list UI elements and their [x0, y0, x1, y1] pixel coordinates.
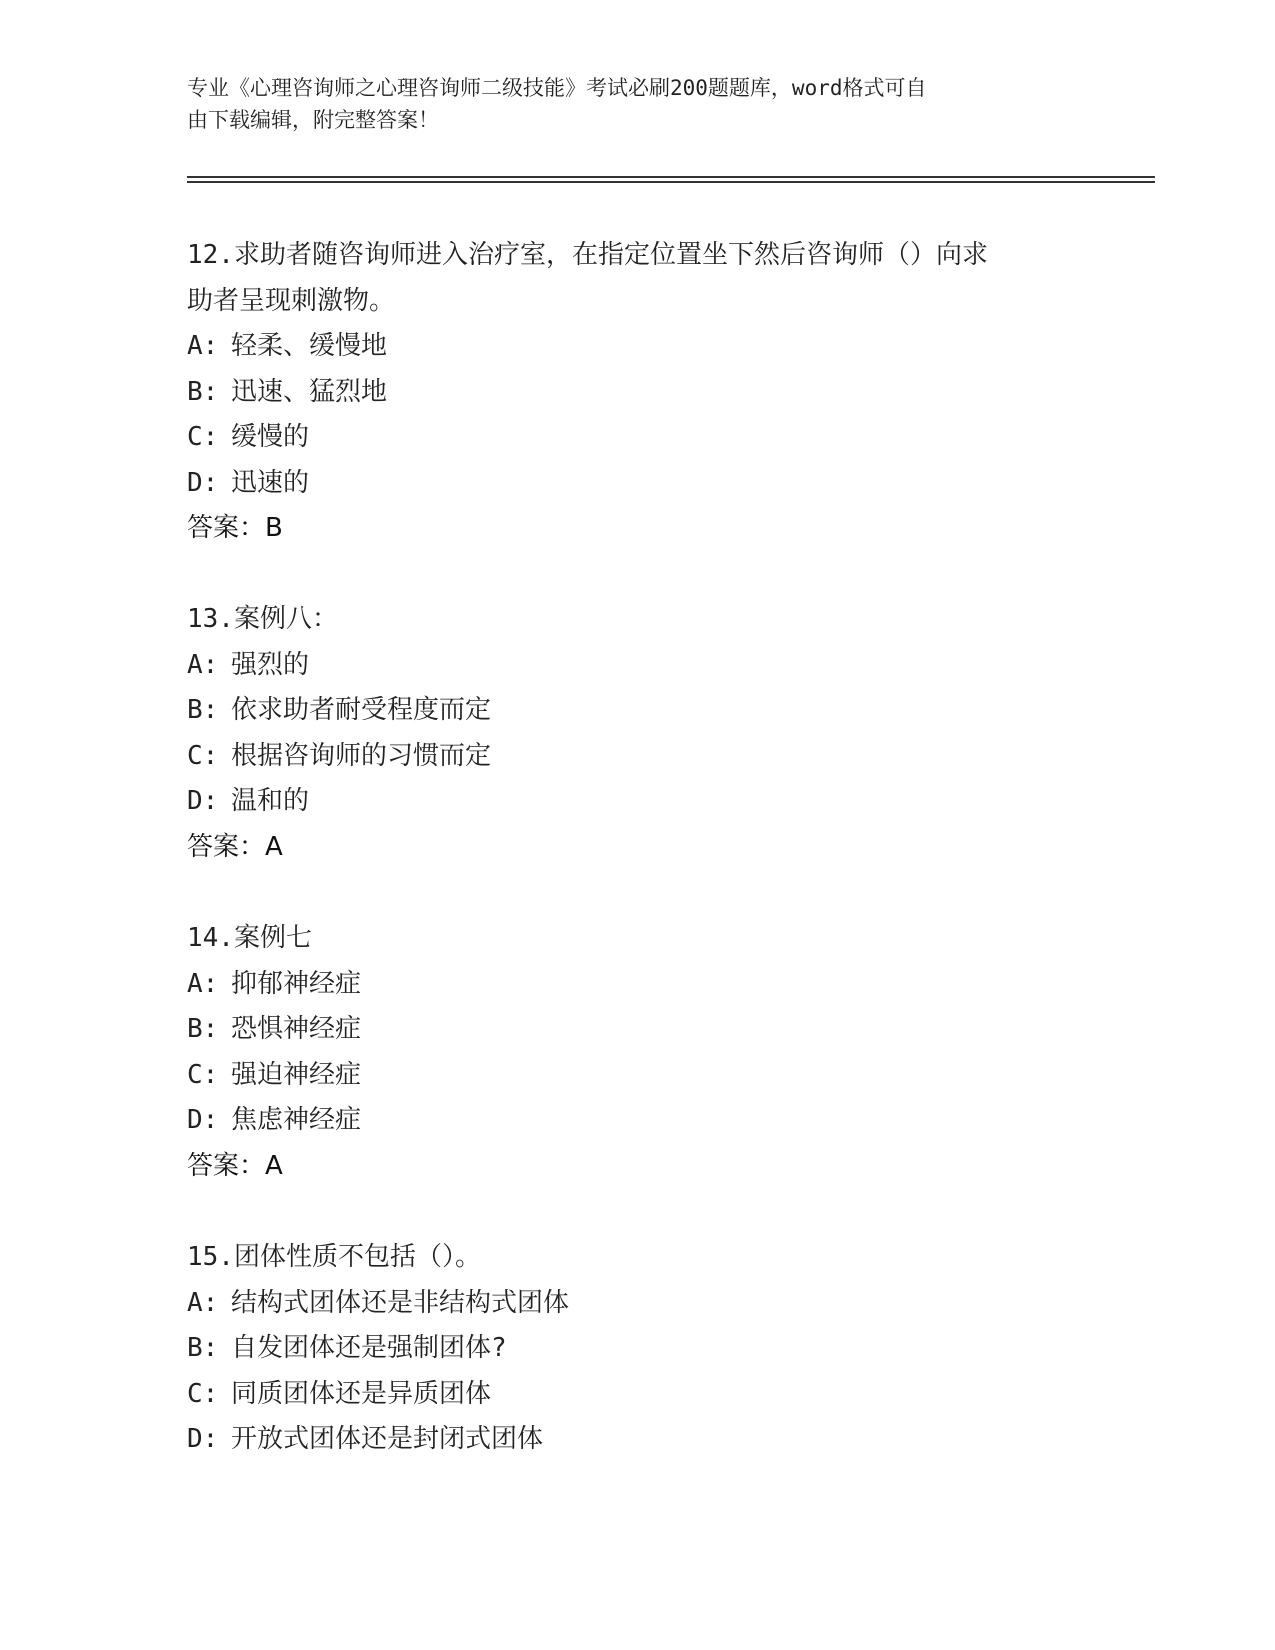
option-letter: A: [187, 968, 219, 999]
option-text: 依求助者耐受程度而定 [231, 695, 492, 725]
option-text: 迅速、猛烈地 [231, 376, 388, 407]
option-letter: B: [187, 695, 219, 725]
option-text: 抑郁神经症 [231, 968, 362, 999]
option-letter: A: [187, 331, 219, 361]
option-text: 温和的 [231, 786, 310, 816]
option-letter: C: [187, 740, 219, 771]
option-text: 轻柔、缓慢地 [231, 331, 388, 361]
option-letter: D: [187, 1105, 219, 1135]
question-stem: 12.求助者随咨询师进入治疗室，在指定位置坐下然后咨询师（）向求 [187, 240, 988, 270]
option-b [187, 1007, 1087, 1053]
option-c [187, 1372, 1087, 1418]
option-text: 迅速的 [231, 467, 310, 498]
option-a [187, 962, 1087, 1008]
option-letter: C: [187, 1378, 219, 1409]
option-c [187, 415, 1087, 461]
answer-label: 答案：A [187, 1150, 283, 1181]
question-stem-continued: 助者呈现刺激物。 [187, 285, 396, 316]
option-letter: A: [187, 1287, 219, 1318]
option-letter: B: [187, 1333, 219, 1363]
header-line-1: 专业《心理咨询师之心理咨询师二级技能》考试必刷200题题库，word格式可自 [187, 76, 927, 100]
option-text: 自发团体还是强制团体? [231, 1333, 507, 1363]
header-line-2: 由下载编辑，附完整答案！ [187, 108, 439, 132]
document-header [187, 72, 1067, 136]
option-a [187, 1281, 1087, 1327]
option-text: 强迫神经症 [231, 1059, 362, 1090]
header-divider-bottom [187, 181, 1155, 183]
answer-label: 答案：A [187, 831, 283, 862]
answer-label: 答案：B [187, 513, 283, 543]
option-d [187, 1098, 1087, 1144]
option-letter: D: [187, 467, 219, 498]
option-letter: C: [187, 422, 219, 452]
option-text: 恐惧神经症 [231, 1014, 362, 1044]
option-c [187, 1053, 1087, 1099]
question-13 [187, 597, 1087, 870]
header-divider-top [187, 176, 1155, 178]
option-c [187, 734, 1087, 780]
option-text: 焦虑神经症 [231, 1105, 362, 1135]
option-text: 结构式团体还是非结构式团体 [231, 1287, 570, 1318]
question-12 [187, 233, 1087, 552]
option-d [187, 1417, 1087, 1463]
option-b [187, 370, 1087, 416]
option-text: 缓慢的 [231, 422, 310, 452]
option-letter: D: [187, 786, 219, 816]
option-text: 根据咨询师的习惯而定 [231, 740, 492, 771]
option-letter: A: [187, 649, 219, 680]
option-text: 开放式团体还是封闭式团体 [231, 1424, 544, 1454]
question-stem: 15.团体性质不包括（）。 [187, 1242, 481, 1272]
option-text: 强烈的 [231, 649, 310, 680]
question-15 [187, 1235, 1087, 1463]
option-letter: B: [187, 1014, 219, 1044]
option-a [187, 643, 1087, 689]
option-letter: C: [187, 1059, 219, 1090]
question-stem: 14.案例七 [187, 923, 312, 953]
option-b [187, 1326, 1087, 1372]
option-b [187, 688, 1087, 734]
option-d [187, 461, 1087, 507]
question-14 [187, 916, 1087, 1189]
option-d [187, 779, 1087, 825]
question-stem: 13.案例八： [187, 604, 338, 634]
option-letter: D: [187, 1424, 219, 1454]
option-text: 同质团体还是异质团体 [231, 1378, 492, 1409]
option-a [187, 324, 1087, 370]
option-letter: B: [187, 376, 219, 407]
